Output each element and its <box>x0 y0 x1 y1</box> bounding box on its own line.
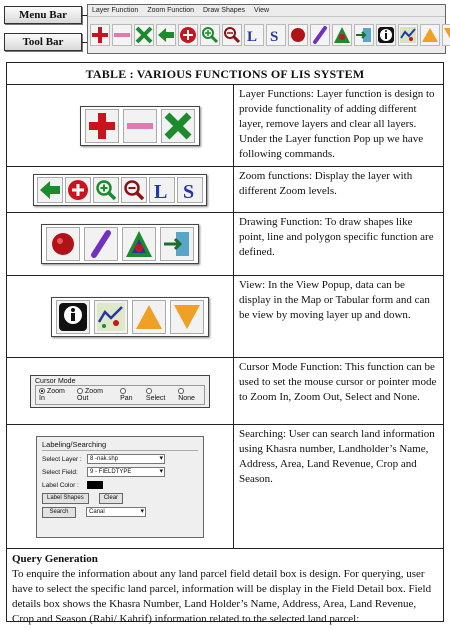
zoom-full-icon <box>65 177 91 203</box>
zoom-in-icon <box>93 177 119 203</box>
label-shapes-button[interactable]: Label Shapes <box>42 493 89 504</box>
zoom-out-icon <box>121 177 147 203</box>
map-view-icon[interactable] <box>398 24 418 46</box>
clear-button[interactable]: Clear <box>99 493 123 504</box>
cursor-mode-title: Cursor Mode <box>35 377 76 385</box>
drawing-functions-text: Drawing Function: To draw shapes like point, line and polygon specific function are defined. <box>239 216 434 258</box>
table-row <box>7 167 443 213</box>
select-layer-dropdown[interactable]: 8 -nak.shp ▾ <box>87 454 165 464</box>
radio-icon <box>120 388 126 394</box>
drawing-icon-strip <box>41 224 199 264</box>
svg-text:L: L <box>154 180 168 201</box>
radio-icon <box>77 388 83 394</box>
polygon-icon[interactable] <box>332 24 352 46</box>
radio-icon <box>39 388 45 394</box>
add-layer-icon <box>85 109 119 143</box>
zoom-in-icon[interactable] <box>200 24 220 46</box>
draw-line-icon <box>149 177 175 203</box>
query-text: To enquire the information about any land parcel field detail box is design. For querying, user have to select the specific land parcel, information will be display in the Field Detail box. Field details box shows the Khasra Number, Land Holder’s Name, Address, Area, Land Revenue, Crop and Season (Rabi/ Kahrif) information related to the selected land parcel: <box>12 568 432 625</box>
view-icon-strip <box>51 297 209 337</box>
map-view-icon <box>94 300 128 334</box>
polygon-icon <box>122 227 156 261</box>
layer-functions-illustration <box>7 85 234 166</box>
layer-icon-strip <box>80 106 200 146</box>
zoom-functions-text: Zoom functions: Display the layer with different Zoom levels. <box>239 170 413 197</box>
exit-icon[interactable] <box>354 24 374 46</box>
radio-icon <box>178 388 184 394</box>
select-layer-label: Select Layer : <box>42 455 82 463</box>
exit-icon <box>160 227 194 261</box>
info-icon <box>56 300 90 334</box>
table-row <box>7 276 443 358</box>
layer-functions-text: Layer Functions: Layer function is design to provide functionality of adding different layer, remove layers and clear all layers. Under the Layer function Pop up we have following commands. <box>239 88 435 160</box>
svg-text:S: S <box>183 180 195 201</box>
tool-bar <box>88 17 445 53</box>
add-layer-icon[interactable] <box>90 24 110 46</box>
drawing-functions-illustration <box>7 213 234 275</box>
pan-back-icon[interactable] <box>156 24 176 46</box>
label-buttons-row <box>42 493 198 504</box>
functions-table <box>6 62 444 625</box>
cursor-mode-group <box>30 375 210 408</box>
point-icon <box>46 227 80 261</box>
searching-illustration <box>7 425 234 548</box>
svg-text:L: L <box>247 29 258 44</box>
menu-view[interactable]: View <box>254 7 270 14</box>
label-color-swatch[interactable] <box>87 481 103 489</box>
pen-icon[interactable] <box>310 24 330 46</box>
select-field-label: Select Field: <box>42 468 78 476</box>
cursor-option-select[interactable]: Select <box>146 388 171 402</box>
panel-title: Labeling/Searching <box>42 440 198 451</box>
draw-line-icon[interactable] <box>244 24 264 46</box>
search-input[interactable]: Canal ▾ <box>86 507 146 517</box>
search-row <box>42 507 198 518</box>
point-icon[interactable] <box>288 24 308 46</box>
header-area <box>0 0 450 58</box>
layer-up-icon[interactable] <box>420 24 440 46</box>
menu-zoom-function[interactable]: Zoom Function <box>147 7 194 14</box>
layer-up-icon <box>132 300 166 334</box>
label-color-label: Label Color : <box>42 481 79 489</box>
layer-down-icon <box>170 300 204 334</box>
searching-text: Searching: User can search land information using Khasra number, Landholder’s Name, Address, Area, Land Revenue, Crop and Season. <box>239 428 435 485</box>
zoom-out-icon[interactable] <box>222 24 242 46</box>
draw-spline-icon[interactable] <box>266 24 286 46</box>
radio-icon <box>146 388 152 394</box>
clear-layers-icon <box>161 109 195 143</box>
cursor-mode-options <box>35 385 205 405</box>
view-functions-text: View: In the View Popup, data can be display in the Map or Tabular form and can be view by moving layer up and down. <box>239 279 430 321</box>
cursor-option-none[interactable]: None <box>178 388 201 402</box>
table-row <box>7 425 443 549</box>
label-color-row <box>42 480 198 491</box>
select-field-dropdown[interactable]: 9 - FIELDTYPE ▾ <box>87 467 165 477</box>
menu-bar-label: Menu Bar <box>4 6 82 24</box>
draw-spline-icon <box>177 177 203 203</box>
table-title: TABLE : VARIOUS FUNCTIONS OF LIS SYSTEM <box>7 63 443 85</box>
clear-layers-icon[interactable] <box>134 24 154 46</box>
cursor-mode-text: Cursor Mode Function: This function can be used to set the mouse cursor or pointer mode to Zoom In, Zoom Out, Select and None. <box>239 361 437 403</box>
cursor-mode-illustration <box>7 358 234 424</box>
query-generation <box>7 549 443 630</box>
cursor-option-zoom-out[interactable]: Zoom Out <box>77 387 103 402</box>
table-row <box>7 213 443 276</box>
svg-text:S: S <box>270 29 279 44</box>
labeling-searching-panel <box>36 436 204 538</box>
application-window <box>87 4 446 54</box>
cursor-option-zoom-in[interactable]: Zoom In <box>39 387 65 402</box>
remove-layer-icon <box>123 109 157 143</box>
cursor-option-pan[interactable]: Pan <box>120 388 139 402</box>
menu-bar <box>88 5 445 17</box>
menu-draw-shapes[interactable]: Draw Shapes <box>203 7 246 14</box>
view-functions-illustration <box>7 276 234 357</box>
tool-bar-label: Tool Bar <box>4 33 82 51</box>
table-row <box>7 85 443 167</box>
info-icon[interactable] <box>376 24 396 46</box>
pan-back-icon <box>37 177 63 203</box>
zoom-full-icon[interactable] <box>178 24 198 46</box>
select-layer-row <box>42 454 198 465</box>
pen-icon <box>84 227 118 261</box>
zoom-functions-illustration <box>7 167 234 212</box>
select-field-row <box>42 467 198 478</box>
search-button[interactable]: Search <box>42 507 76 518</box>
table-row <box>7 358 443 425</box>
remove-layer-icon[interactable] <box>112 24 132 46</box>
menu-layer-function[interactable]: Layer Function <box>92 7 139 14</box>
query-heading: Query Generation <box>12 553 98 565</box>
layer-down-icon[interactable] <box>442 24 450 46</box>
zoom-icon-strip <box>33 174 207 206</box>
